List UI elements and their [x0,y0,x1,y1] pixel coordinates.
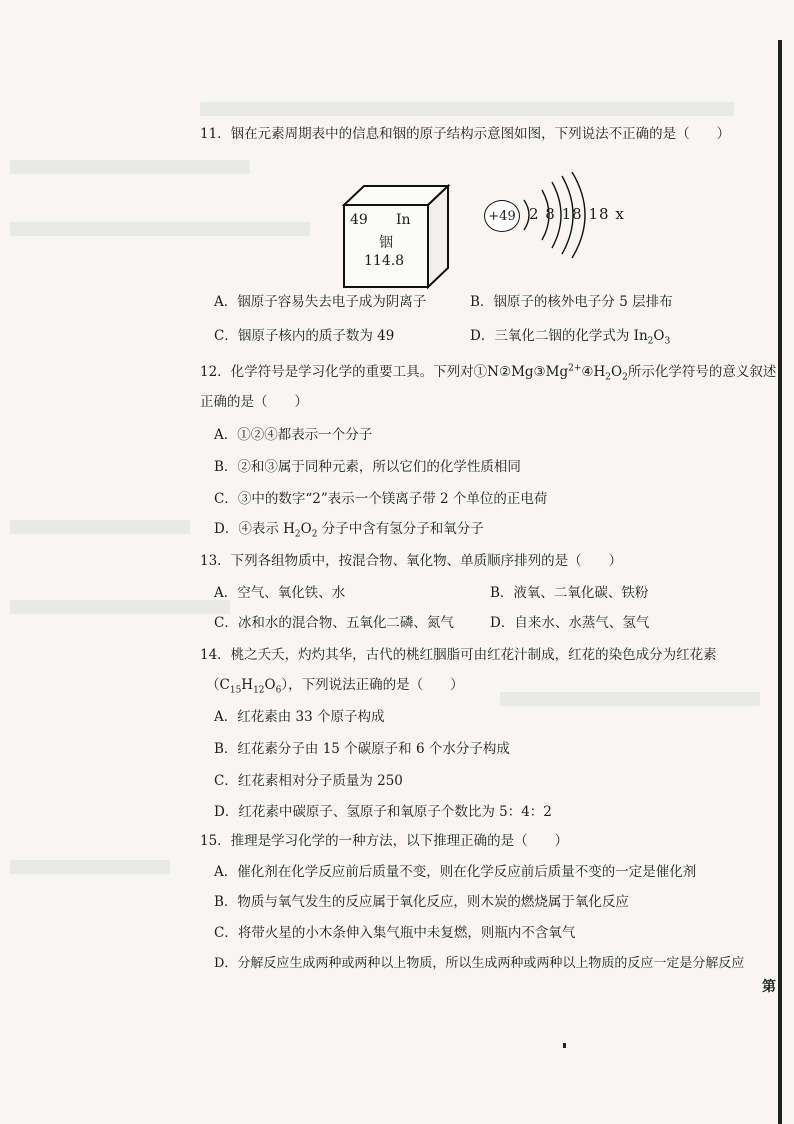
question-15-stem: 15．推理是学习化学的一种方法，以下推理正确的是（ ） [200,833,569,849]
q13-option-b: B．液氧、二氧化碳、铁粉 [490,585,649,601]
question-12-stem: 12．化学符号是学习化学的重要工具。下列对$①N②Mg③Mg^{2+}④H_2O_2$所示化学符号的意义叙述 [200,363,777,383]
element-symbol: In [396,212,411,228]
cube-outline [342,184,452,294]
atomic-number: 49 [350,212,368,228]
q12-option-a: A．①②④都表示一个分子 [214,427,373,443]
q12-option-b: B．②和③属于同种元素，所以它们的化学性质相同 [214,459,521,475]
q11-option-b: B．铟原子的核外电子分 5 层排布 [470,294,673,310]
atomic-mass: 114.8 [364,253,405,269]
q12-option-c: C．③中的数字“2”表示一个镁离子带 2 个单位的正电荷 [214,491,548,507]
q14-option-c: C．红花素相对分子质量为 250 [214,773,403,789]
q15-option-b: B．物质与氧气发生的反应属于氧化反应，则木炭的燃烧属于氧化反应 [214,894,629,910]
q15-option-a: A．催化剂在化学反应前后质量不变，则在化学反应前后质量不变的一定是催化剂 [214,864,697,880]
q11-option-c: C．铟原子核内的质子数为 49 [214,328,395,344]
q15-option-d: D．分解反应生成两种或两种以上物质，所以生成两种或两种以上物质的反应一定是分解反应 [214,956,745,971]
q14-option-a: A．红花素由 33 个原子构成 [214,709,385,725]
scan-speck [563,1043,566,1048]
q13-option-d: D．自来水、水蒸气、氢气 [490,615,650,631]
question-11-stem: 11．铟在元素周期表中的信息和铟的原子结构示意图如图，下列说法不正确的是（ ） [200,126,731,142]
q14-option-d: D．红花素中碳原子、氢原子和氧原子个数比为 5：4：2 [214,804,552,820]
page-number-marker: 第 [762,979,776,995]
question-14-stem: 14．桃之夭夭，灼灼其华，古代的桃红胭脂可由红花汁制成，红花的染色成分为红花素 [200,647,717,663]
indium-atomic-structure [484,172,625,262]
question-14-formula-line: $(C_{15}H_{12}O_6)$，下列说法正确的是（ ） [206,677,464,696]
q11-option-a: A．铟原子容易失去电子成为阴离子 [214,294,427,310]
q12-option-d: D．④表示 $H_2O_2$ 分子中含有氢分子和氧分子 [214,521,484,540]
question-12-stem-line2: 正确的是（ ） [200,394,308,410]
q11-option-d: D．三氧化二铟的化学式为 $In_2O_3$ [470,328,671,347]
element-name: 铟 [379,235,393,251]
q13-option-a: A．空气、氧化铁、水 [214,585,346,601]
nucleus: +49 [484,200,520,232]
q14-option-b: B．红花素分子由 15 个碳原子和 6 个水分子构成 [214,741,510,757]
electron-counts: 2 8 18 18 x [529,205,625,223]
q13-option-c: C．冰和水的混合物、五氧化二磷、氮气 [214,615,454,631]
q15-option-c: C．将带火星的小木条伸入集气瓶中未复燃，则瓶内不含氧气 [214,925,576,941]
question-13-stem: 13．下列各组物质中，按混合物、氧化物、单质顺序排列的是（ ） [200,553,623,569]
